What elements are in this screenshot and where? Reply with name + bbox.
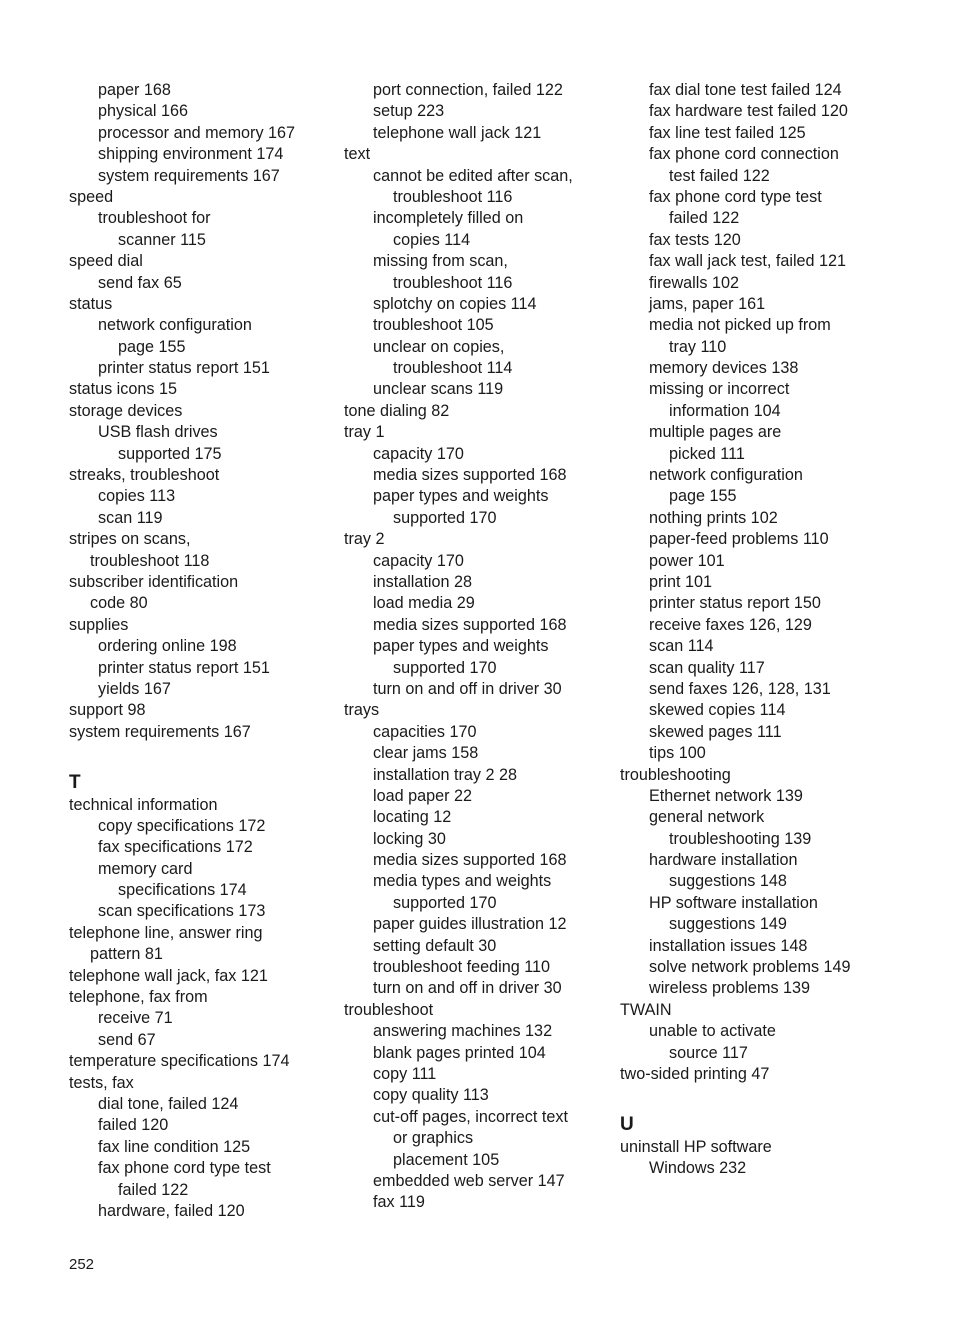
index-subentry: troubleshoot for: [98, 209, 211, 228]
index-subentry: turn on and off in driver 30: [373, 979, 562, 998]
index-subentry: supported 170: [393, 893, 497, 912]
index-entry: status icons 15: [69, 380, 177, 399]
index-subentry: receive faxes 126, 129: [649, 615, 812, 634]
index-subentry: test failed 122: [669, 166, 770, 185]
index-subentry: blank pages printed 104: [373, 1043, 546, 1062]
index-subentry: troubleshooting 139: [669, 829, 812, 848]
index-column-3: [620, 80, 910, 1180]
index-entry: support 98: [69, 701, 146, 720]
index-subentry: skewed pages 111: [649, 722, 782, 741]
index-subentry: fax line test failed 125: [649, 123, 806, 142]
index-subentry: system requirements 167: [98, 166, 280, 185]
section-letter-heading: U: [620, 1113, 634, 1135]
index-subentry: memory card: [98, 859, 193, 878]
index-entry: trays: [344, 701, 380, 720]
index-subentry: ordering online 198: [98, 637, 237, 656]
section-spacer: [620, 1085, 910, 1106]
index-entry: telephone wall jack, fax 121: [69, 966, 268, 985]
index-subentry: troubleshoot 114: [393, 359, 513, 378]
index-subentry: turn on and off in driver 30: [373, 679, 562, 698]
index-subentry: receive 71: [98, 1009, 173, 1028]
index-subentry: page 155: [669, 487, 737, 506]
index-subentry: troubleshoot 105: [373, 316, 494, 335]
index-subentry: locating 12: [373, 808, 452, 827]
index-subentry: firewalls 102: [649, 273, 739, 292]
index-entry: stripes on scans,: [69, 530, 191, 549]
index-entry: telephone line, answer ring: [69, 923, 263, 942]
index-subentry: tray 110: [669, 337, 727, 356]
index-subentry: load media 29: [373, 594, 475, 613]
index-subentry: incompletely filled on: [373, 209, 524, 228]
index-column-1: [69, 80, 339, 1222]
index-subentry: unclear on copies,: [373, 337, 505, 356]
index-subentry: installation 28: [373, 572, 472, 591]
index-subentry: copy specifications 172: [98, 816, 266, 835]
index-entry: subscriber identification: [69, 572, 239, 591]
index-subentry: port connection, failed 122: [373, 81, 563, 99]
index-subentry: troubleshoot 116: [393, 187, 513, 206]
index-subentry: picked 111: [669, 444, 745, 463]
index-subentry: network configuration: [649, 466, 803, 485]
index-subentry: media sizes supported 168: [373, 466, 567, 485]
index-subentry: Ethernet network 139: [649, 786, 803, 805]
index-subentry: unable to activate: [649, 1022, 776, 1041]
index-subentry: troubleshoot 118: [90, 551, 210, 570]
index-subentry: setting default 30: [373, 936, 497, 955]
index-subentry: supported 170: [393, 658, 497, 677]
index-subentry: USB flash drives: [98, 423, 218, 442]
index-entry: tray 1: [344, 423, 385, 442]
index-subentry: HP software installation: [649, 893, 818, 912]
index-subentry: paper 168: [98, 81, 171, 99]
index-subentry: code 80: [90, 594, 148, 613]
index-entry: tray 2: [344, 530, 385, 549]
index-subentry: installation tray 2 28: [373, 765, 517, 784]
index-subentry: solve network problems 149: [649, 958, 851, 977]
index-subentry: send fax 65: [98, 273, 182, 292]
index-subentry: fax line condition 125: [98, 1137, 251, 1156]
index-subentry: failed 120: [98, 1116, 169, 1135]
index-subentry: placement 105: [393, 1150, 500, 1169]
index-subentry: missing or incorrect: [649, 380, 790, 399]
index-subentry: send faxes 126, 128, 131: [649, 679, 831, 698]
index-subentry: printer status report 151: [98, 359, 270, 378]
index-subentry: paper guides illustration 12: [373, 915, 567, 934]
index-subentry: scan 119: [98, 508, 163, 527]
index-subentry: copies 113: [98, 487, 176, 506]
index-subentry: send 67: [98, 1030, 156, 1049]
index-subentry: media sizes supported 168: [373, 851, 567, 870]
index-subentry: multiple pages are: [649, 423, 782, 442]
index-subentry: installation issues 148: [649, 936, 808, 955]
index-subentry: load paper 22: [373, 786, 473, 805]
index-entry: troubleshoot: [344, 1000, 434, 1019]
index-subentry: scan specifications 173: [98, 902, 266, 921]
index-subentry: dial tone, failed 124: [98, 1094, 239, 1113]
page-number: 252: [69, 1256, 95, 1273]
index-subentry: paper-feed problems 110: [649, 530, 829, 549]
index-entry: text: [344, 145, 371, 164]
index-subentry: processor and memory 167: [98, 123, 296, 142]
index-subentry: suggestions 149: [669, 915, 787, 934]
index-subentry: cannot be edited after scan,: [373, 166, 573, 185]
index-entry: system requirements 167: [69, 722, 251, 741]
index-subentry: unclear scans 119: [373, 380, 504, 399]
index-subentry: jams, paper 161: [649, 294, 766, 313]
index-subentry: capacities 170: [373, 722, 477, 741]
index-subentry: fax wall jack test, failed 121: [649, 252, 847, 271]
index-entry: uninstall HP software: [620, 1137, 772, 1156]
index-subentry: fax phone cord type test: [649, 187, 822, 206]
index-subentry: telephone wall jack 121: [373, 123, 542, 142]
index-entry: storage devices: [69, 401, 183, 420]
index-subentry: printer status report 150: [649, 594, 821, 613]
index-subentry: shipping environment 174: [98, 145, 284, 164]
index-subentry: capacity 170: [373, 444, 464, 463]
index-subentry: failed 122: [118, 1180, 189, 1199]
index-entry: tone dialing 82: [344, 401, 450, 420]
index-subentry: media types and weights: [373, 872, 552, 891]
index-subentry: yields 167: [98, 679, 171, 698]
index-subentry: memory devices 138: [649, 359, 799, 378]
index-subentry: network configuration: [98, 316, 252, 335]
index-subentry: fax tests 120: [649, 230, 741, 249]
index-entry: speed: [69, 187, 114, 206]
index-subentry: capacity 170: [373, 551, 464, 570]
index-subentry: power 101: [649, 551, 725, 570]
index-entry: speed dial: [69, 252, 143, 271]
index-entry: telephone, fax from: [69, 988, 208, 1007]
index-entry: status: [69, 294, 113, 313]
index-subentry: paper types and weights: [373, 487, 549, 506]
index-subentry: specifications 174: [118, 881, 247, 900]
index-column-2: [344, 80, 616, 1214]
index-subentry: clear jams 158: [373, 744, 479, 763]
section-spacer: [69, 743, 339, 764]
index-subentry: paper types and weights: [373, 637, 549, 656]
index-subentry: information 104: [669, 401, 781, 420]
index-subentry: physical 166: [98, 102, 188, 121]
index-subentry: locking 30: [373, 829, 446, 848]
index-subentry: media not picked up from: [649, 316, 831, 335]
index-subentry: fax 119: [373, 1193, 425, 1212]
index-subentry: fax phone cord connection: [649, 145, 839, 164]
index-subentry: pattern 81: [90, 945, 163, 964]
index-subentry: copy 111: [373, 1064, 437, 1083]
index-subentry: hardware, failed 120: [98, 1201, 245, 1220]
index-subentry: troubleshoot feeding 110: [373, 958, 551, 977]
index-entry: troubleshooting: [620, 765, 731, 784]
index-subentry: suggestions 148: [669, 872, 787, 891]
index-subentry: printer status report 151: [98, 658, 270, 677]
index-subentry: fax phone cord type test: [98, 1159, 271, 1178]
section-letter-heading: T: [69, 771, 81, 793]
index-entry: streaks, troubleshoot: [69, 466, 220, 485]
index-subentry: splotchy on copies 114: [373, 294, 537, 313]
index-subentry: Windows 232: [649, 1159, 747, 1178]
index-subentry: tips 100: [649, 744, 706, 763]
index-subentry: fax hardware test failed 120: [649, 102, 848, 121]
index-subentry: embedded web server 147: [373, 1171, 565, 1190]
index-subentry: wireless problems 139: [649, 979, 811, 998]
index-subentry: media sizes supported 168: [373, 615, 567, 634]
index-subentry: skewed copies 114: [649, 701, 786, 720]
index-entry: two-sided printing 47: [620, 1064, 770, 1083]
index-subentry: troubleshoot 116: [393, 273, 513, 292]
index-subentry: fax dial tone test failed 124: [649, 81, 842, 99]
index-subentry: scan quality 117: [649, 658, 765, 677]
index-entry: temperature specifications 174: [69, 1052, 290, 1071]
index-subentry: print 101: [649, 572, 712, 591]
index-subentry: scan 114: [649, 637, 714, 656]
index-subentry: setup 223: [373, 102, 445, 121]
index-entry: supplies: [69, 615, 129, 634]
index-entry: tests, fax: [69, 1073, 134, 1092]
index-subentry: page 155: [118, 337, 186, 356]
index-subentry: answering machines 132: [373, 1022, 553, 1041]
index-subentry: scanner 115: [118, 230, 206, 249]
index-subentry: hardware installation: [649, 851, 798, 870]
index-subentry: cut-off pages, incorrect text: [373, 1107, 568, 1126]
index-subentry: supported 175: [118, 444, 222, 463]
index-subentry: or graphics: [393, 1129, 474, 1148]
index-subentry: copy quality 113: [373, 1086, 489, 1105]
index-subentry: failed 122: [669, 209, 740, 228]
index-subentry: nothing prints 102: [649, 508, 778, 527]
index-subentry: fax specifications 172: [98, 838, 253, 857]
index-subentry: source 117: [669, 1043, 748, 1062]
index-subentry: missing from scan,: [373, 252, 508, 271]
index-entry: technical information: [69, 795, 218, 814]
index-subentry: supported 170: [393, 508, 497, 527]
index-subentry: general network: [649, 808, 765, 827]
index-subentry: copies 114: [393, 230, 471, 249]
index-entry: TWAIN: [620, 1000, 672, 1019]
